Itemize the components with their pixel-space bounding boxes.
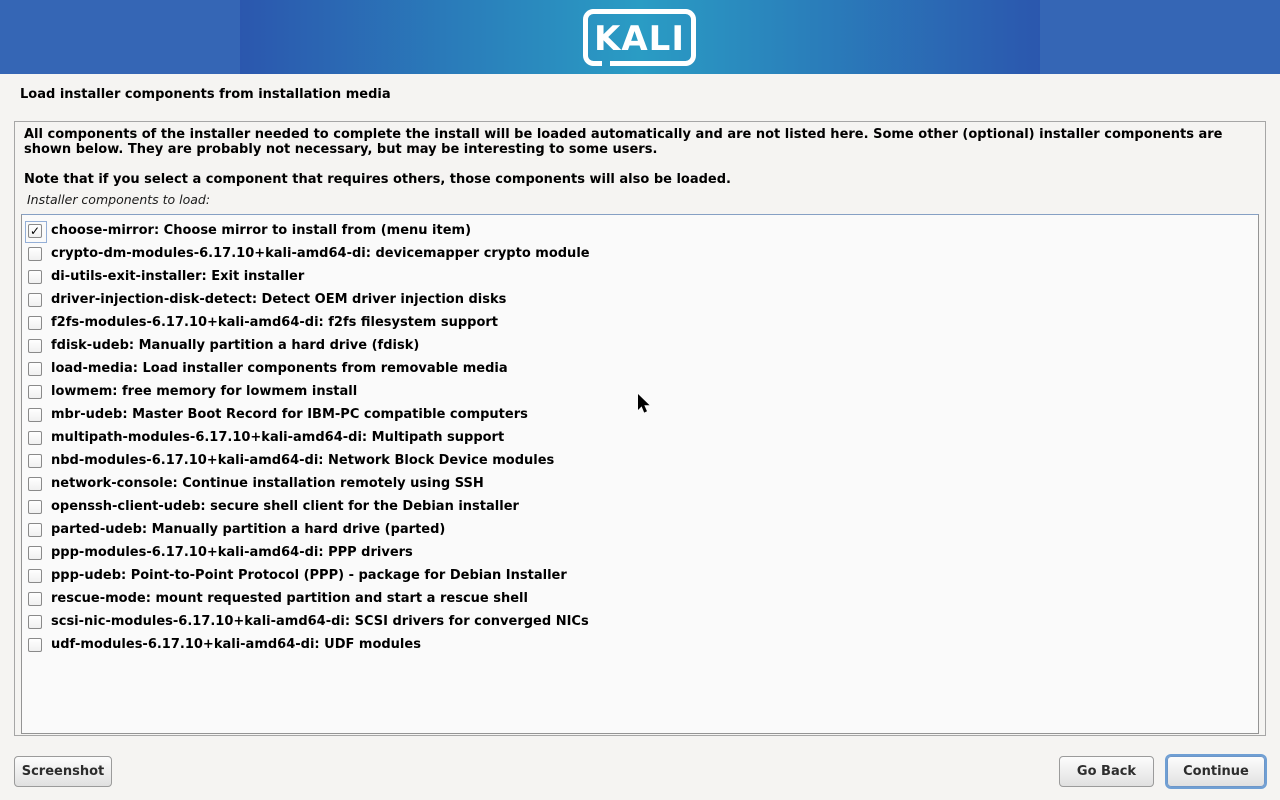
component-row[interactable] [22, 518, 1258, 541]
intro-paragraph-1: All components of the installer needed to complete the install will be loaded automatically and are not listed here. Some other (optional) installer components are shown below. They are probably not necessary, but may be interesting to some users. [24, 127, 1223, 157]
components-list [21, 214, 1259, 734]
component-row[interactable] [22, 564, 1258, 587]
component-label: network-console: Continue installation remotely using SSH [51, 476, 484, 491]
component-label: di-utils-exit-installer: Exit installer [51, 269, 305, 284]
page-title: Load installer components from installation media [20, 87, 391, 102]
component-row[interactable] [22, 587, 1258, 610]
continue-button[interactable]: Continue [1167, 756, 1265, 787]
component-label: rescue-mode: mount requested partition and start a rescue shell [51, 591, 528, 606]
component-row[interactable] [22, 311, 1258, 334]
component-checkbox[interactable] [28, 362, 42, 376]
component-checkbox[interactable] [28, 500, 42, 514]
component-checkbox[interactable] [28, 431, 42, 445]
component-row[interactable] [22, 357, 1258, 380]
component-checkbox[interactable] [28, 316, 42, 330]
component-checkbox[interactable] [28, 477, 42, 491]
component-checkbox[interactable] [28, 339, 42, 353]
component-row[interactable] [22, 265, 1258, 288]
component-checkbox[interactable] [28, 523, 42, 537]
component-label: driver-injection-disk-detect: Detect OEM driver injection disks [51, 292, 507, 307]
component-checkbox[interactable] [28, 569, 42, 583]
component-label: lowmem: free memory for lowmem install [51, 384, 358, 399]
component-checkbox[interactable] [28, 408, 42, 422]
component-row[interactable] [22, 449, 1258, 472]
component-checkbox[interactable] [28, 270, 42, 284]
component-checkbox[interactable] [28, 454, 42, 468]
component-checkbox[interactable] [28, 385, 42, 399]
component-label: choose-mirror: Choose mirror to install from (menu item) [51, 223, 472, 238]
component-label: multipath-modules-6.17.10+kali-amd64-di: Multipath support [51, 430, 505, 445]
component-row[interactable] [22, 403, 1258, 426]
component-row[interactable] [22, 541, 1258, 564]
kali-logo-text: KALI [594, 18, 685, 59]
component-row[interactable] [22, 495, 1258, 518]
go-back-button[interactable]: Go Back [1059, 756, 1154, 787]
component-label: load-media: Load installer components from removable media [51, 361, 508, 376]
component-label: udf-modules-6.17.10+kali-amd64-di: UDF modules [51, 637, 421, 652]
components-list-label: Installer components to load: [27, 192, 211, 207]
component-label: f2fs-modules-6.17.10+kali-amd64-di: f2fs filesystem support [51, 315, 498, 330]
component-row[interactable] [22, 633, 1258, 656]
component-label: openssh-client-udeb: secure shell client for the Debian installer [51, 499, 519, 514]
component-label: crypto-dm-modules-6.17.10+kali-amd64-di: devicemapper crypto module [51, 246, 590, 261]
component-row[interactable] [22, 380, 1258, 403]
component-row[interactable] [22, 288, 1258, 311]
component-label: parted-udeb: Manually partition a hard drive (parted) [51, 522, 446, 537]
intro-paragraph-2: Note that if you select a component that requires others, those components will also be loaded. [24, 172, 731, 187]
component-label: ppp-modules-6.17.10+kali-amd64-di: PPP drivers [51, 545, 413, 560]
component-checkbox[interactable] [28, 592, 42, 606]
component-row[interactable] [22, 472, 1258, 495]
component-checkbox[interactable]: ✓ [29, 223, 41, 238]
component-row[interactable] [22, 219, 1258, 242]
kali-logo [583, 9, 696, 66]
component-label: ppp-udeb: Point-to-Point Protocol (PPP) - package for Debian Installer [51, 568, 567, 583]
component-checkbox[interactable] [28, 247, 42, 261]
kali-banner [0, 0, 1280, 74]
screenshot-button[interactable]: Screenshot [14, 756, 112, 787]
component-label: mbr-udeb: Master Boot Record for IBM-PC compatible computers [51, 407, 528, 422]
component-row[interactable] [22, 334, 1258, 357]
component-checkbox[interactable] [28, 638, 42, 652]
component-label: nbd-modules-6.17.10+kali-amd64-di: Network Block Device modules [51, 453, 555, 468]
component-label: scsi-nic-modules-6.17.10+kali-amd64-di: SCSI drivers for converged NICs [51, 614, 589, 629]
component-row[interactable] [22, 610, 1258, 633]
component-label: fdisk-udeb: Manually partition a hard drive (fdisk) [51, 338, 420, 353]
component-checkbox[interactable] [28, 546, 42, 560]
component-checkbox[interactable] [28, 293, 42, 307]
component-row[interactable] [22, 242, 1258, 265]
component-row[interactable] [22, 426, 1258, 449]
content-frame [14, 121, 1266, 736]
component-checkbox[interactable] [28, 615, 42, 629]
